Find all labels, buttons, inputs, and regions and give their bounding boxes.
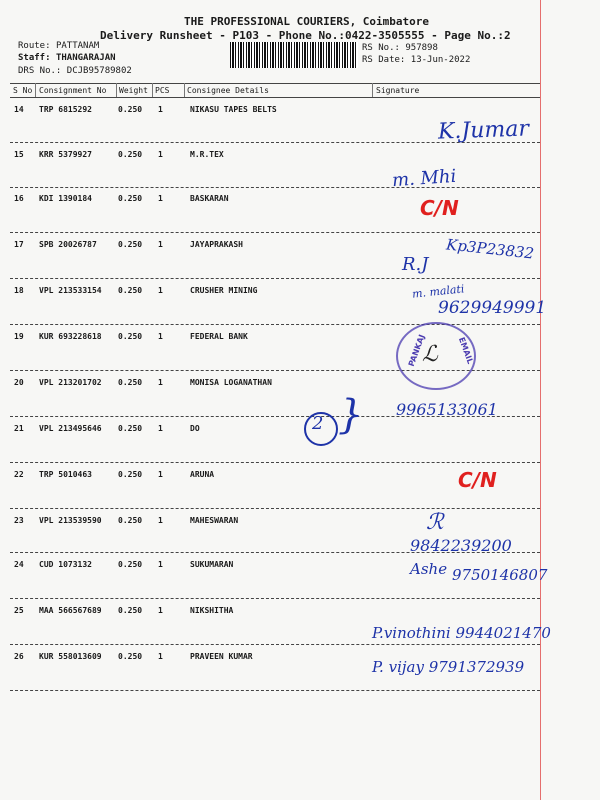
signature-17a: R.J (402, 254, 429, 275)
cell-consignee: BASKARAN (190, 194, 229, 203)
cell-sno: 25 (14, 606, 24, 615)
signature-18a: m. malati (411, 282, 465, 301)
cell-pcs: 1 (158, 194, 163, 203)
col-header-weight: Weight (119, 86, 148, 95)
cell-weight: 0.250 (118, 240, 143, 249)
signature-21: 9965133061 (396, 400, 498, 419)
signature-19: ℒ (422, 342, 438, 367)
cell-consignment: KRR 5379927 (39, 150, 92, 159)
cell-consignment: VPL 213539590 (39, 516, 102, 525)
cell-consignee: FEDERAL BANK (190, 332, 248, 341)
cell-sno: 26 (14, 652, 24, 661)
cell-consignment: VPL 213495646 (39, 424, 102, 433)
cell-sno: 18 (14, 286, 24, 295)
route-value: PATTANAM (55, 41, 100, 51)
cell-sno: 16 (14, 194, 24, 203)
barcode (230, 42, 358, 68)
cell-sno: 14 (14, 105, 24, 114)
col-divider (184, 83, 185, 97)
cell-weight: 0.250 (118, 286, 143, 295)
cell-weight: 0.250 (118, 150, 143, 159)
margin-line (540, 0, 541, 800)
cell-sno: 20 (14, 378, 24, 387)
cell-weight: 0.250 (118, 652, 143, 661)
cell-pcs: 1 (158, 652, 163, 661)
table-top-rule (10, 83, 540, 84)
rs-date-line (362, 55, 470, 65)
cell-weight: 0.250 (118, 378, 143, 387)
cell-sno: 17 (14, 240, 24, 249)
cell-pcs: 1 (158, 332, 163, 341)
cn-mark-16: C/N (420, 196, 459, 220)
col-header-consignment: Consignment No (39, 86, 107, 95)
cell-weight: 0.250 (118, 424, 143, 433)
signature-24a: Ashe (410, 560, 448, 578)
signature-24b: 9750146807 (452, 566, 548, 584)
row-divider (10, 187, 540, 188)
row-divider (10, 690, 540, 691)
cell-consignment: SPB 20026787 (39, 240, 97, 249)
col-divider (35, 83, 36, 97)
row-divider (10, 644, 540, 645)
rs-no-label: RS No.: (362, 43, 400, 53)
signature-23: 9842239200 (410, 536, 512, 555)
cell-pcs: 1 (158, 424, 163, 433)
cell-consignment: TRP 6815292 (39, 105, 92, 114)
signature-25: P.vinothini 9944021470 (372, 624, 551, 642)
circled-number-20: 2 (312, 413, 324, 434)
cell-pcs: 1 (158, 516, 163, 525)
cell-pcs: 1 (158, 560, 163, 569)
cell-consignment: VPL 213533154 (39, 286, 102, 295)
cn-mark-22: C/N (458, 468, 497, 492)
cell-consignment: KUR 558013609 (39, 652, 102, 661)
cell-consignment: TRP 5010463 (39, 470, 92, 479)
cell-weight: 0.250 (118, 194, 143, 203)
signature-14: K.Jumar (437, 116, 530, 145)
signature-15: m. Mhi (391, 165, 457, 192)
cell-sno: 21 (14, 424, 24, 433)
cell-pcs: 1 (158, 606, 163, 615)
cell-weight: 0.250 (118, 560, 143, 569)
cell-consignment: CUD 1073132 (39, 560, 92, 569)
signature-18b: 9629949991 (438, 298, 547, 318)
cell-weight: 0.250 (118, 606, 143, 615)
route-line (18, 41, 99, 51)
cell-consignee: SUKUMARAN (190, 560, 234, 569)
drs-label: DRS No.: (18, 66, 62, 76)
rs-no-value: 957898 (405, 43, 438, 53)
cell-consignment: MAA 566567689 (39, 606, 102, 615)
staff-label: Staff: (18, 53, 51, 63)
cell-consignment: KDI 1390184 (39, 194, 92, 203)
cell-pcs: 1 (158, 286, 163, 295)
signature-23-mark: ℛ (426, 510, 444, 535)
rs-date-value: 13-Jun-2022 (410, 55, 471, 65)
cell-sno: 23 (14, 516, 24, 525)
col-divider (372, 83, 373, 97)
runsheet-subtitle: Delivery Runsheet - P103 - Phone No.:0422-3505555 - Page No.:2 (100, 29, 511, 42)
cell-pcs: 1 (158, 105, 163, 114)
staff-line (18, 53, 116, 63)
cell-consignee: MAHESWARAN (190, 516, 239, 525)
table-header-rule (10, 97, 540, 98)
signature-17b: Kp3P23832 (445, 235, 535, 263)
cell-consignee: MONISA LOGANATHAN (190, 378, 272, 387)
cell-pcs: 1 (158, 240, 163, 249)
cell-consignment: VPL 213201702 (39, 378, 102, 387)
route-label: Route: (18, 41, 51, 51)
cell-consignee: M.R.TEX (190, 150, 224, 159)
cell-sno: 24 (14, 560, 24, 569)
drs-value: DCJB95789802 (66, 66, 132, 76)
cell-pcs: 1 (158, 470, 163, 479)
row-divider (10, 324, 540, 325)
cell-sno: 19 (14, 332, 24, 341)
cell-consignee: NIKASU TAPES BELTS (190, 105, 277, 114)
cell-consignee: JAYAPRAKASH (190, 240, 243, 249)
cell-consignee: CRUSHER MINING (190, 286, 258, 295)
col-divider (116, 83, 117, 97)
company-title: THE PROFESSIONAL COURIERS, Coimbatore (184, 15, 430, 28)
drs-line (18, 66, 132, 76)
col-header-signature: Signature (376, 86, 420, 95)
row-divider (10, 598, 540, 599)
cell-weight: 0.250 (118, 516, 143, 525)
col-header-sno: S No (13, 86, 33, 95)
row-divider (10, 462, 540, 463)
stamp-text-2: EMAIL (456, 335, 475, 366)
cell-consignee: NIKSHITHA (190, 606, 234, 615)
cell-weight: 0.250 (118, 105, 143, 114)
brace-mark: } (338, 392, 364, 438)
cell-weight: 0.250 (118, 470, 143, 479)
rs-no-line (362, 43, 438, 53)
row-divider (10, 278, 540, 279)
cell-weight: 0.250 (118, 332, 143, 341)
signature-26: P. vijay 9791372939 (372, 658, 525, 676)
row-divider (10, 508, 540, 509)
cell-pcs: 1 (158, 378, 163, 387)
cell-sno: 22 (14, 470, 24, 479)
staff-value: THANGARAJAN (55, 53, 116, 63)
row-divider (10, 232, 540, 233)
cell-consignee: DO (190, 424, 200, 433)
cell-consignee: ARUNA (190, 470, 215, 479)
cell-consignment: KUR 693228618 (39, 332, 102, 341)
cell-sno: 15 (14, 150, 24, 159)
cell-consignee: PRAVEEN KUMAR (190, 652, 253, 661)
cell-pcs: 1 (158, 150, 163, 159)
rs-date-label: RS Date: (362, 55, 406, 65)
col-divider (152, 83, 153, 97)
col-header-pcs: PCS (155, 86, 170, 95)
col-header-consignee: Consignee Details (187, 86, 269, 95)
stamp-text-1: PANKAJ (406, 333, 427, 368)
